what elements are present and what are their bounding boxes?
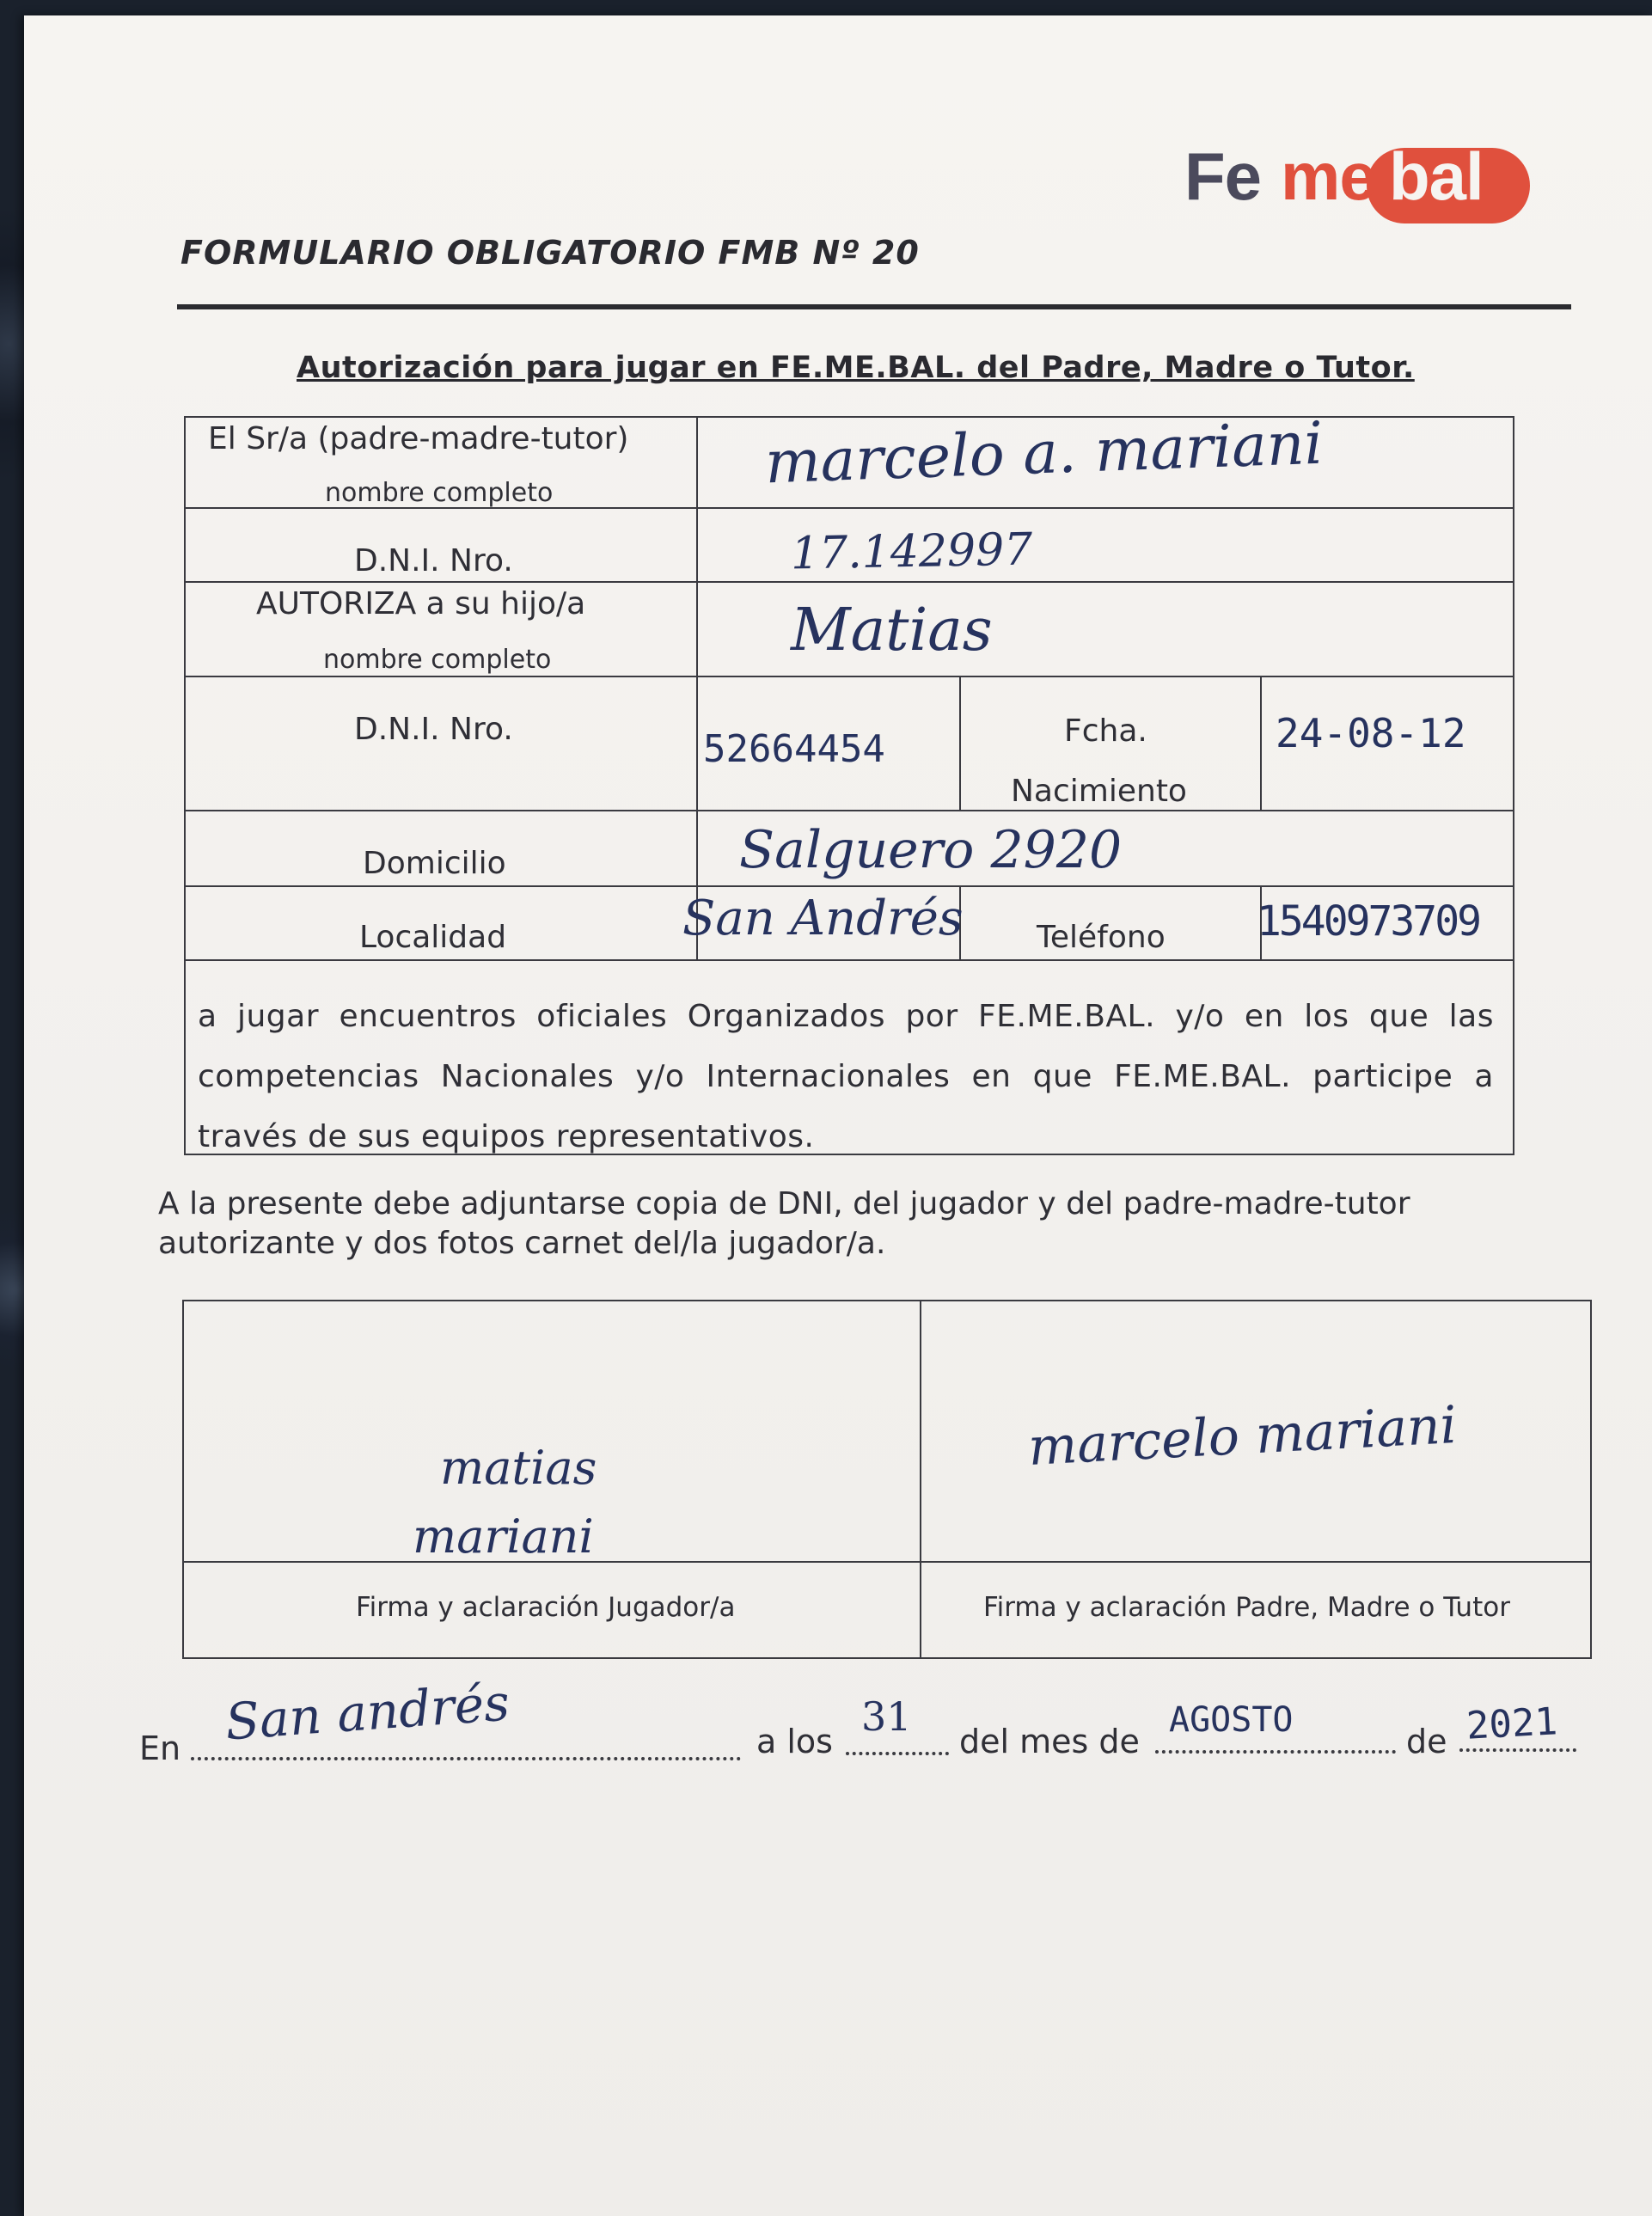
parent-sublabel: nombre completo <box>325 478 554 508</box>
address-handwritten: Salguero 2920 <box>739 820 1123 880</box>
footer-a-los: a los <box>756 1723 833 1760</box>
logo-text-fe: Fe <box>1184 138 1262 214</box>
parent-label: El Sr/a (padre-madre-tutor) <box>208 421 629 456</box>
footer-del-mes-de: del mes de <box>959 1723 1140 1760</box>
child-dni-handwritten: 52664454 <box>703 727 885 771</box>
authorization-paragraph: a jugar encuentros oficiales Organizados por FE.ME.BAL. y/o en los que las competencias Nacionales y/o Internacionales en que FE.ME.BAL. participe a través de sus equipos representativos. <box>198 999 1494 1154</box>
child-dni-label: D.N.I. Nro. <box>354 712 513 747</box>
logo-text-me: me <box>1281 138 1376 214</box>
footer-de: de <box>1406 1723 1447 1760</box>
table-rule <box>184 885 1514 887</box>
city-label: Localidad <box>359 920 507 955</box>
month-handwritten: AGOSTO <box>1169 1700 1294 1740</box>
table-column-rule <box>696 416 698 959</box>
player-signature-line1: matias <box>440 1441 597 1495</box>
city-handwritten: San Andrés <box>682 891 964 946</box>
child-sublabel: nombre completo <box>323 645 552 675</box>
parent-signature: marcelo mariani <box>1026 1394 1459 1478</box>
place-dotted-line <box>191 1757 741 1760</box>
form-subtitle: Autorización para jugar en FE.ME.BAL. del Padre, Madre o Tutor. <box>297 351 1415 385</box>
form-title: FORMULARIO OBLIGATORIO FMB Nº 20 <box>180 234 920 272</box>
femebal-logo <box>1184 138 1563 232</box>
table-rule <box>184 581 1514 583</box>
parent-dni-handwritten: 17.142997 <box>790 523 1033 580</box>
authorizes-label: AUTORIZA a su hijo/a <box>256 586 586 621</box>
birth-label-1: Fcha. <box>1064 713 1147 749</box>
table-rule <box>184 810 1514 811</box>
day-handwritten: 31 <box>861 1693 912 1740</box>
signature-table-rule <box>182 1561 1592 1563</box>
logo-text-bal: bal <box>1389 138 1484 214</box>
month-dotted-line <box>1155 1750 1396 1754</box>
parent-name-handwritten: marcelo a. mariani <box>763 409 1325 498</box>
parent-signature-label: Firma y aclaración Padre, Madre o Tutor <box>983 1592 1510 1623</box>
table-rule <box>184 676 1514 677</box>
year-dotted-line <box>1459 1748 1576 1752</box>
attachment-note: A la presente debe adjuntarse copia de DNI, del jugador y del padre-madre-tutor autorizante y dos fotos carnet del/la jugador/a. <box>158 1186 1410 1261</box>
table-rule <box>184 959 1514 961</box>
phone-handwritten: 1540973709 <box>1257 897 1479 946</box>
player-signature-line2: mariani <box>413 1509 594 1564</box>
signature-table-column-rule <box>920 1300 921 1659</box>
birth-date-handwritten: 24-08-12 <box>1276 710 1466 756</box>
parent-dni-label: D.N.I. Nro. <box>354 543 513 578</box>
birth-label-2: Nacimiento <box>1011 774 1187 809</box>
table-column-rule <box>959 676 961 810</box>
year-handwritten: 2021 <box>1465 1699 1559 1748</box>
child-name-handwritten: Matias <box>791 597 993 664</box>
address-label: Domicilio <box>363 846 506 881</box>
title-divider <box>177 304 1571 309</box>
place-handwritten: San andrés <box>223 1673 511 1752</box>
footer-en: En <box>139 1729 181 1767</box>
player-signature-label: Firma y aclaración Jugador/a <box>356 1592 736 1623</box>
phone-label: Teléfono <box>1037 920 1166 955</box>
day-dotted-line <box>846 1752 949 1755</box>
table-column-rule <box>1260 676 1262 810</box>
